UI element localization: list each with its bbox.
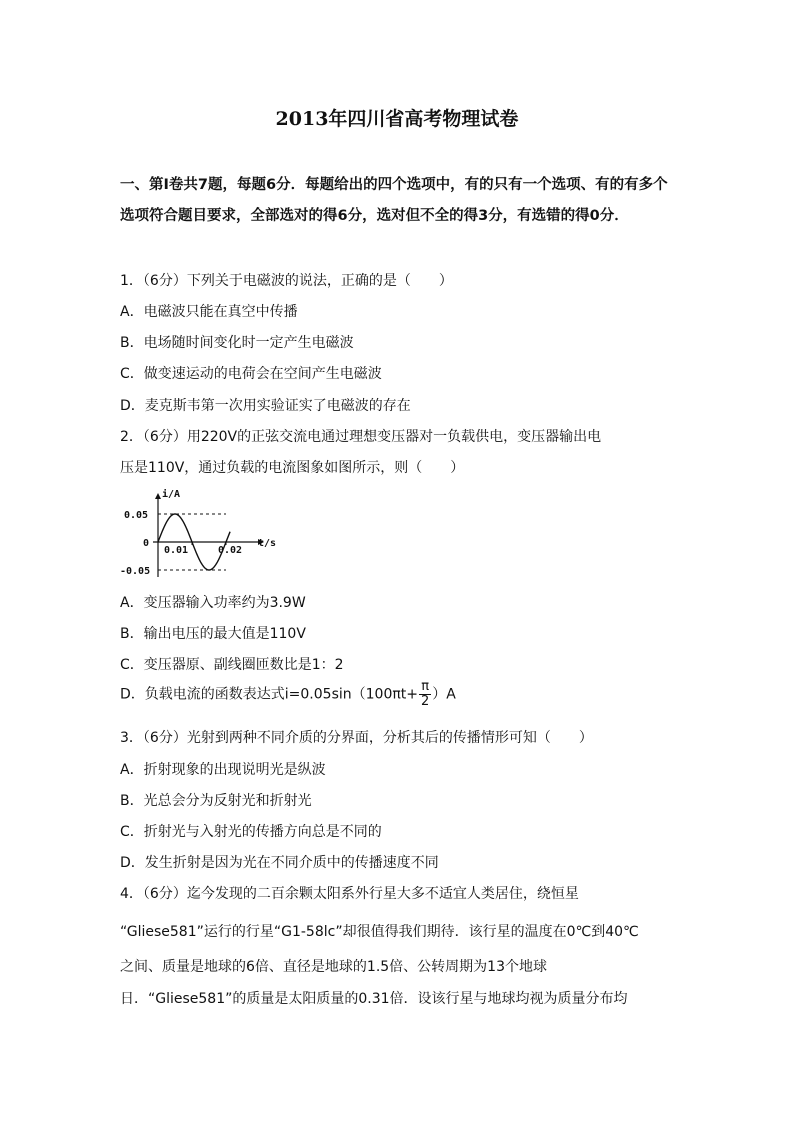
- q1-option-c: C．做变速运动的电荷会在空间产生电磁波: [120, 366, 382, 382]
- y-tick-label-top: 0.05: [124, 510, 149, 521]
- q3-option-b: B．光总会分为反射光和折射光: [120, 793, 312, 809]
- x-axis-label: t/s: [258, 538, 277, 549]
- q1-stem: 1．（6分）下列关于电磁波的说法，正确的是（ ）: [120, 273, 453, 289]
- y-axis-label: i/A: [162, 489, 181, 500]
- q4-line-3: 之间、质量是地球的6倍、直径是地球的1.5倍、公转周期为13个地球: [120, 959, 547, 975]
- q4-line-1: 4．（6分）迄今发现的二百余颗太阳系外行星大多不适宜人类居住，绕恒星: [120, 886, 579, 902]
- q4-line-4: 日．“Gliese581”的质量是太阳质量的0.31倍．设该行星与地球均视为质量分布均: [120, 991, 628, 1007]
- pi-over-2-fraction: [419, 680, 431, 709]
- q1-option-b: B．电场随时间变化时一定产生电磁波: [120, 335, 354, 351]
- q2-option-d-suffix: ）A: [432, 686, 456, 703]
- x-tick-label-1: 0.01: [164, 545, 189, 556]
- q1-option-d: D．麦克斯韦第一次用实验证实了电磁波的存在: [120, 398, 411, 414]
- q4-line-2: “Gliese581”运行的行星“G1-58lc”却很值得我们期待．该行星的温度在0℃到40℃: [120, 924, 639, 940]
- page-title: 2013年四川省高考物理试卷: [275, 108, 519, 130]
- current-graph: [118, 485, 288, 580]
- q3-option-c: C．折射光与入射光的传播方向总是不同的: [120, 824, 382, 840]
- q2-option-d: [120, 680, 456, 709]
- q2-stem-line2: 压是110V，通过负载的电流图象如图所示，则（ ）: [120, 460, 465, 476]
- q2-option-c: C．变压器原、副线圈匝数比是1：2: [120, 657, 344, 673]
- q3-stem: 3．（6分）光射到两种不同介质的分界面，分析其后的传播情形可知（ ）: [120, 730, 593, 746]
- q2-option-a: A．变压器输入功率约为3.9W: [120, 595, 306, 611]
- q2-option-d-prefix: D．负载电流的函数表达式i=0.05sin（100πt+: [120, 686, 418, 703]
- q3-option-a: A．折射现象的出现说明光是纵波: [120, 762, 326, 778]
- q2-stem-line1: 2．（6分）用220V的正弦交流电通过理想变压器对一负载供电，变压器输出电: [120, 429, 602, 445]
- fraction-denominator: 2: [421, 694, 430, 709]
- section-header: 一、第Ⅰ卷共7题，每题6分．每题给出的四个选项中，有的只有一个选项、有的有多个选项符合题目要求，全部选对的得6分，选对但不全的得3分，有选错的得0分．: [120, 177, 668, 224]
- y-tick-label-bottom: -0.05: [120, 566, 151, 577]
- q2-option-b: B．输出电压的最大值是110V: [120, 626, 306, 642]
- y-tick-label-zero: 0: [143, 538, 150, 549]
- x-tick-label-2: 0.02: [218, 545, 243, 556]
- q1-option-a: A．电磁波只能在真空中传播: [120, 304, 298, 320]
- y-axis-arrow: [155, 493, 161, 499]
- fraction-numerator: π: [419, 680, 431, 695]
- q3-option-d: D．发生折射是因为光在不同介质中的传播速度不同: [120, 855, 439, 871]
